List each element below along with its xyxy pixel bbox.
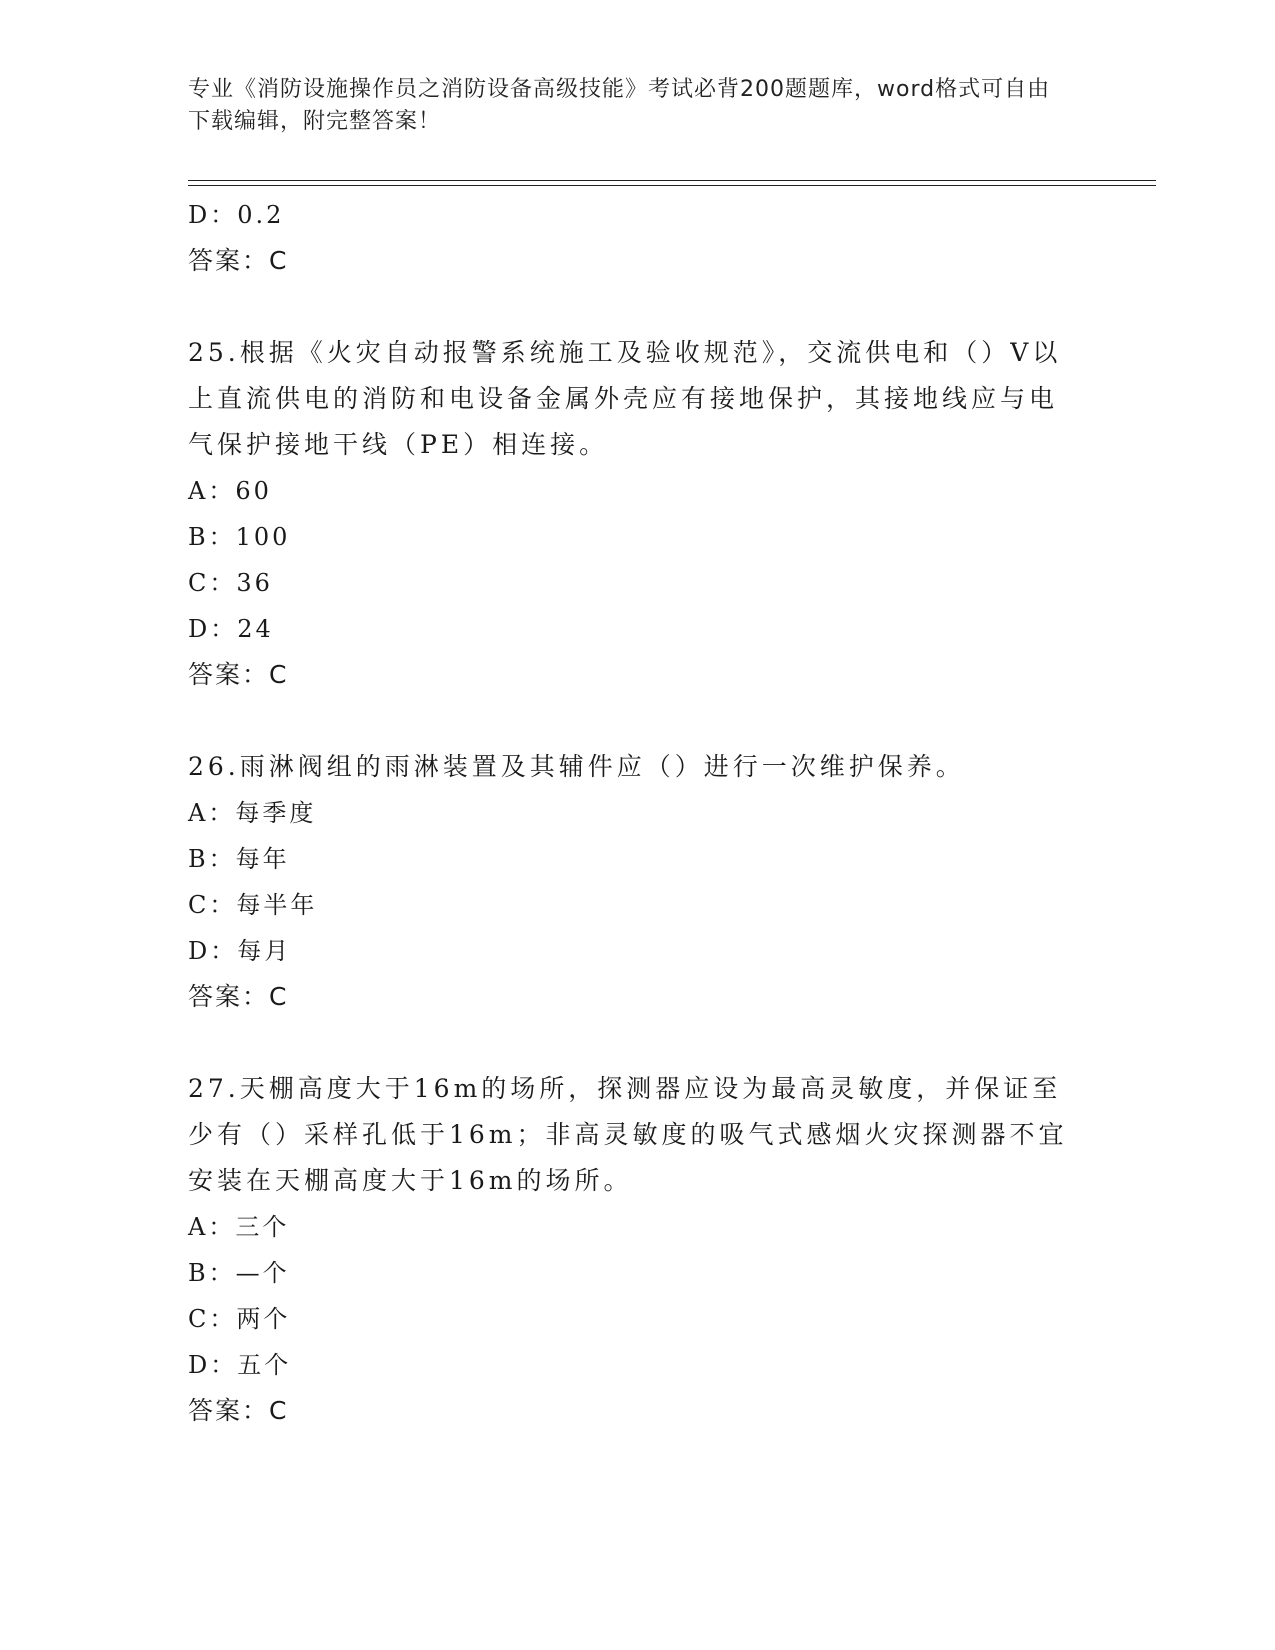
option-d: D：五个 xyxy=(188,1351,292,1379)
spacer xyxy=(188,1020,1078,1066)
previous-question-tail xyxy=(188,192,1078,284)
option-a: A：每季度 xyxy=(188,799,317,827)
option-d: D：24 xyxy=(188,615,274,643)
option-c: C：每半年 xyxy=(188,891,318,919)
question-25 xyxy=(188,330,1078,698)
answer: 答案：C xyxy=(188,982,289,1011)
page-header: 专业《消防设施操作员之消防设备高级技能》考试必背200题题库，word格式可自由下载编辑，附完整答案！ xyxy=(188,77,1051,134)
answer: 答案：C xyxy=(188,660,289,689)
question-26 xyxy=(188,744,1078,1020)
header-divider-bottom xyxy=(188,185,1156,186)
question-stem: 25.根据《火灾自动报警系统施工及验收规范》，交流供电和（）V以上直流供电的消防和电设备金属外壳应有接地保护，其接地线应与电气保护接地干线（PE）相连接。 xyxy=(188,338,1062,459)
question-list xyxy=(188,192,1078,1434)
option-b: B：—个 xyxy=(188,1259,290,1287)
header-divider-top xyxy=(188,180,1156,181)
option-b: B：每年 xyxy=(188,845,290,873)
question-stem: 27.天棚高度大于16m的场所，探测器应设为最高灵敏度，并保证至少有（）采样孔低于16m；非高灵敏度的吸气式感烟火灾探测器不宜安装在天棚高度大于16m的场所。 xyxy=(188,1074,1068,1195)
question-stem: 26.雨淋阀组的雨淋装置及其辅件应（）进行一次维护保养。 xyxy=(188,752,965,781)
option-a: A：三个 xyxy=(188,1213,290,1241)
option-d: D：0.2 xyxy=(188,201,285,229)
spacer xyxy=(188,698,1078,744)
spacer xyxy=(188,284,1078,330)
option-c: C：36 xyxy=(188,569,273,597)
answer: 答案：C xyxy=(188,1396,289,1425)
option-a: A：60 xyxy=(188,477,272,505)
answer: 答案：C xyxy=(188,246,289,275)
question-27 xyxy=(188,1066,1078,1434)
option-d: D：每月 xyxy=(188,937,292,965)
option-c: C：两个 xyxy=(188,1305,291,1333)
option-b: B：100 xyxy=(188,523,291,551)
